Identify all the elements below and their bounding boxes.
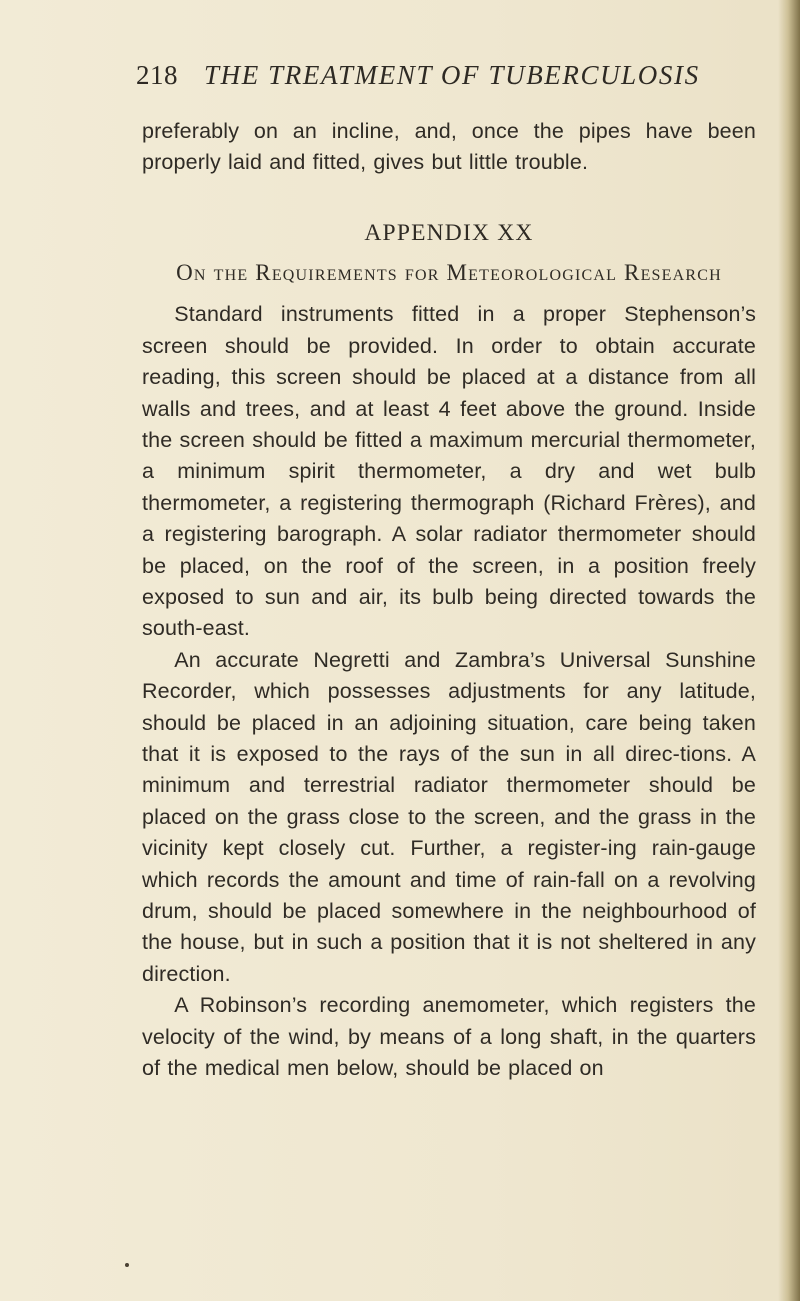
appendix-heading: APPENDIX XX xyxy=(364,219,534,246)
continuation-paragraph: preferably on an incline, and, once the pipes have been properly laid and fitted, gives but little trouble. xyxy=(142,119,756,175)
paragraph-anemometer: A Robinson’s recording anemometer, which registers the velocity of the wind, by means of a long shaft, in the quarters of the medical men below, should be placed on xyxy=(142,993,756,1081)
page-body xyxy=(142,116,756,1084)
running-head xyxy=(136,60,756,100)
paragraph-sunshine-recorder: An accurate Negretti and Zambra’s Universal Sunshine Recorder, which possesses adjustments for any latitude, should be placed in an adjoining situation, care being taken that it is exposed to the rays of the sun in all direc-tions. A minimum and terrestrial radiator thermometer should be placed on the grass close to the screen, and the grass in the vicinity kept closely cut. Further, a register-ing rain-gauge which records the amount and time of rain-fall on a revolving drum, should be placed somewhere in the neighbourhood of the house, but in such a position that it is not sheltered in any direction. xyxy=(142,647,756,986)
margin-mark xyxy=(125,1263,129,1267)
paragraph-instruments: Standard instruments fitted in a proper Stephenson’s screen should be provided. In order to obtain accurate reading, this screen should be placed at a distance from all walls and trees, and at least 4 feet above the ground. Inside the screen should be fitted a maximum mercurial thermometer, a minimum spirit thermometer, a dry and wet bulb thermometer, a registering thermograph (Richard Frères), and a registering barograph. A solar radiator thermometer should be placed, on the roof of the screen, in a position freely exposed to sun and air, its bulb being directed towards the south-east. xyxy=(142,302,756,641)
running-title: THE TREATMENT OF TUBERCULOSIS xyxy=(204,60,700,90)
page-number: 218 xyxy=(136,60,178,90)
section-title: On the Requirements for Meteorological Research xyxy=(176,259,722,285)
page-edge-shadow xyxy=(778,0,800,1301)
